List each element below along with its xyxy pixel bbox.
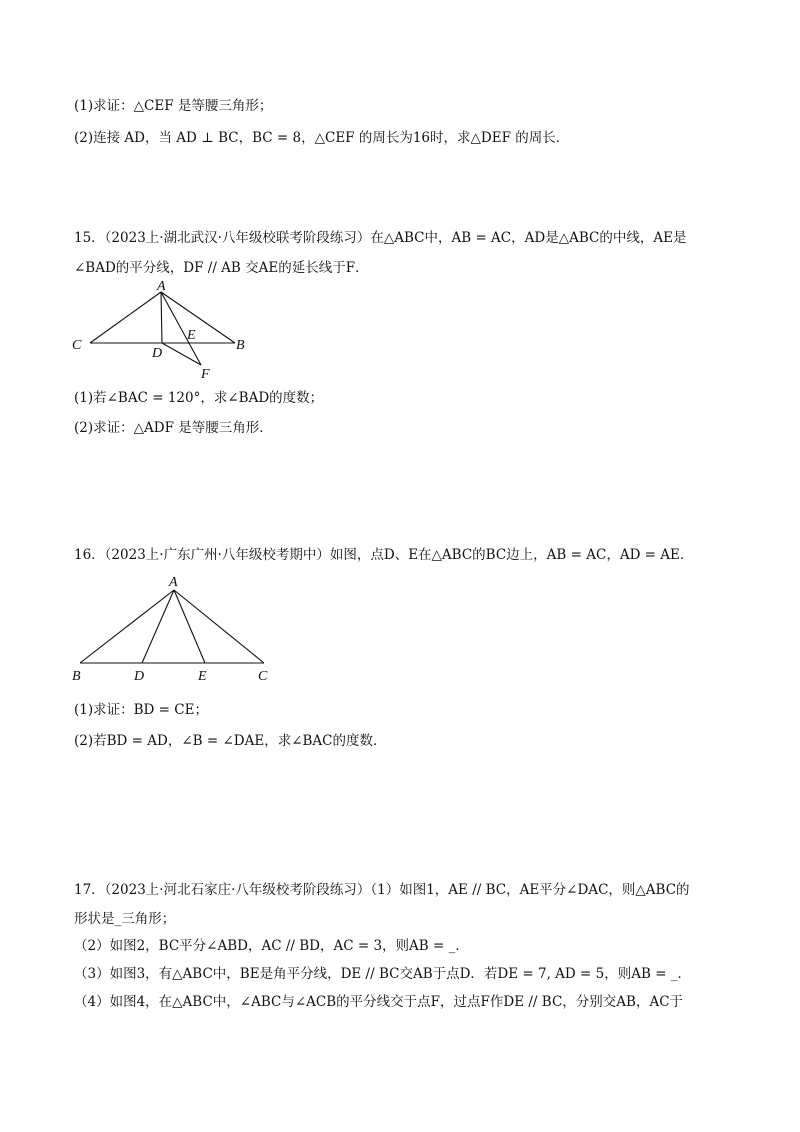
q16-stem: 16．（2023上·广东广州·八年级校考期中）如图，点D、E在△ABC的BC边上，AB = AC，AD = AE． <box>74 547 694 563</box>
q16-label-c: C <box>258 669 268 684</box>
q17-sub4: （4）如图4，在△ABC中，∠ABC与∠ACB的平分线交于点F，过点F作DE // BC，分别交AB，AC于 <box>74 994 684 1010</box>
q15-part1: (1)若∠BAC = 120°，求∠BAD的度数； <box>74 390 324 406</box>
q16-label-a: A <box>169 575 178 590</box>
q17-stem-line2: 形状是_三角形； <box>74 911 176 927</box>
q15-label-f: F <box>201 367 210 382</box>
q15-figure <box>68 278 268 386</box>
q17-sub3: （3）如图3，有△ABC中，BE是角平分线，DE // BC交AB于点D．若DE = 7, AD = 5，则AB = _． <box>74 966 692 982</box>
q16-part2: (2)若BD = AD，∠B = ∠DAE，求∠BAC的度数． <box>74 733 387 749</box>
q15-stem-line1: 15．（2023上·湖北武汉·八年级校联考阶段练习）在△ABC中，AB = AC，AD是△ABC的中线，AE是 <box>74 230 687 246</box>
q16-label-e: E <box>198 669 207 684</box>
q16-figure <box>68 570 278 685</box>
q15-stem-line2: ∠BAD的平分线，DF // AB 交AE的延长线于F． <box>74 260 369 276</box>
q15-label-a: A <box>157 279 166 294</box>
q16-label-d: D <box>134 669 145 684</box>
q15-label-e: E <box>187 328 196 343</box>
q17-sub2: （2）如图2，BC平分∠ABD，AC // BD，AC = 3，则AB = _． <box>74 938 469 954</box>
q16-label-b: B <box>72 669 81 684</box>
q16-part1: (1)求证：BD = CE； <box>74 702 208 718</box>
q15-part2: (2)求证：△ADF 是等腰三角形． <box>74 420 273 436</box>
q15-label-c: C <box>72 338 82 353</box>
q17-stem-line1: 17．（2023上·河北石家庄·八年级校考阶段练习）（1）如图1，AE // BC，AE平分∠DAC，则△ABC的 <box>74 882 690 898</box>
q15-label-d: D <box>152 346 163 361</box>
q14-part1: (1)求证：△CEF 是等腰三角形； <box>74 98 273 114</box>
q14-part2: (2)连接 AD，当 AD ⊥ BC，BC = 8，△CEF 的周长为16时，求△DEF 的周长． <box>74 130 570 146</box>
q15-label-b: B <box>236 338 245 353</box>
